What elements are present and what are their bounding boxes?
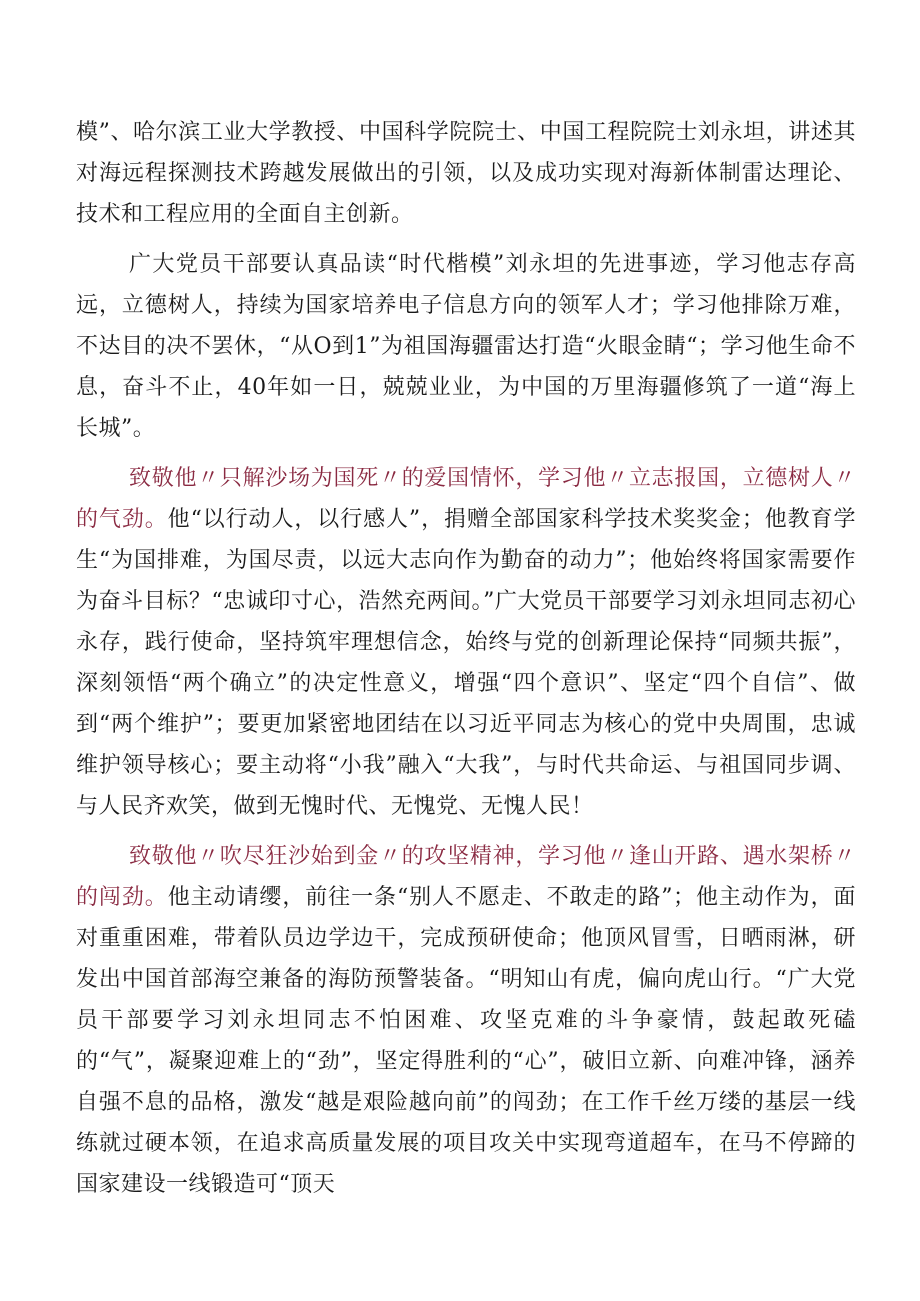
paragraph-4-text: 他主动请缨，前往一条“别人不愿走、不敢走的路”；他主动作为，面对重重困难，带着队员边学边干，完成预研使命；他顶风冒雪，日晒雨淋，研发出中国首部海空兼备的海防预警装备。“明知山有虎，偏向虎山行。“广大党员干部要学习刘永坦同志不怕困难、攻坚克难的斗争豪情，鼓起敢死磕的“气”，凝聚迎难上的“劲”，坚定得胜利的“心”，破旧立新、向难冲锋，涵养自强不息的品格，激发“越是艰险越向前”的闯劲；在工作千丝万缕的基层一线练就过硬本领，在追求高质量发展的项目攻关中实现弯道超车，在马不停蹄的国家建设一线锻造可“顶天 xyxy=(76,885,856,1197)
paragraph-2-text: 广大党员干部要认真品读“时代楷模”刘永坦的先进事迹，学习他志存高远，立德树人，持续为国家培养电子信息方向的领军人才；学习他排除万难，不达目的决不罢休，“从O到1”为祖国海疆雷达打造“火眼金睛“；学习他生命不息，奋斗不止，40年如一日，兢兢业业，为中国的万里海疆修筑了一道“海上长城”。 xyxy=(76,252,856,441)
paragraph-1 xyxy=(76,112,856,235)
document-page xyxy=(76,112,856,1214)
paragraph-3-heading: 致敬他〃只解沙场为国死〃的爱国情怀，学习他〃立志报国，立德树人〃的气劲。 xyxy=(76,466,856,532)
paragraph-3-text: 他“以行动人，以行感人”，捐赠全部国家科学技术奖奖金；他教育学生“为国排难，为国尽责，以远大志向作为勤奋的动力”；他始终将国家需要作为奋斗目标？“忠诚印寸心，浩然充两间。”广大党员干部要学习刘永坦同志初心永存，践行使命，坚持筑牢理想信念，始终与党的创新理论保持“同频共振”，深刻领悟“两个确立”的决定性意义，增强“四个意识”、坚定“四个自信”、做到“两个维护”；要更加紧密地团结在以习近平同志为核心的党中央周围，忠诚维护领导核心；要主动将“小我”融入“大我”，与时代共命运、与祖国同步调、与人民齐欢笑，做到无愧时代、无愧党、无愧人民！ xyxy=(76,507,856,819)
paragraph-4-heading: 致敬他〃吹尽狂沙始到金〃的攻坚精神，学习他〃逢山开路、遇水架桥〃的闯劲。 xyxy=(76,844,856,910)
paragraph-4 xyxy=(76,836,856,1205)
paragraph-2 xyxy=(76,244,856,449)
paragraph-3 xyxy=(76,458,856,827)
paragraph-1-text: 模”、哈尔滨工业大学教授、中国科学院院士、中国工程院院士刘永坦，讲述其对海远程探测技术跨越发展做出的引领，以及成功实现对海新体制雷达理论、技术和工程应用的全面自主创新。 xyxy=(76,120,856,227)
